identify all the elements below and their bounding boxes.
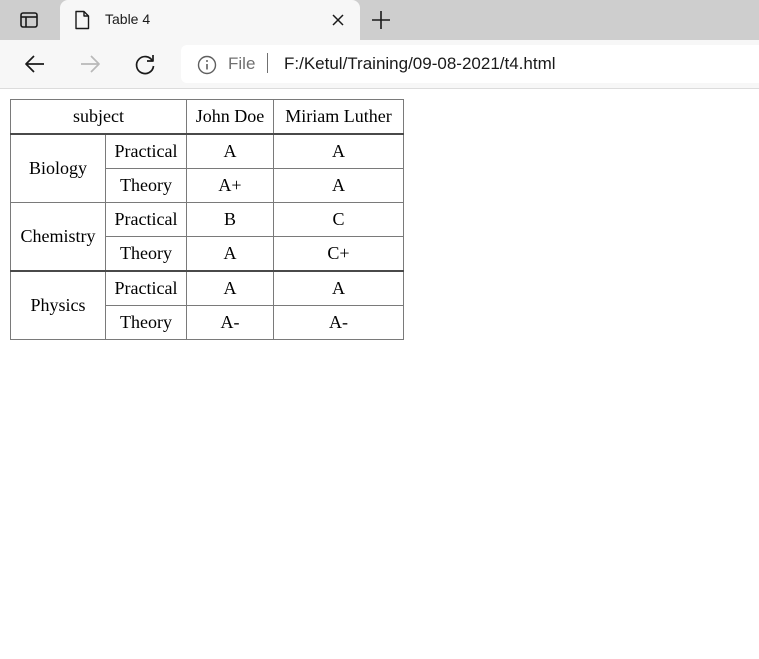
subject-biology: Biology — [11, 134, 106, 203]
page-icon — [74, 10, 90, 30]
student-header-john: John Doe — [187, 100, 274, 135]
grade-cell: A- — [187, 306, 274, 340]
grade-cell: B — [187, 203, 274, 237]
kind-cell: Practical — [106, 203, 187, 237]
page-content — [0, 89, 759, 659]
grade-cell: A — [187, 271, 274, 306]
url-text[interactable]: F:/Ketul/Training/09-08-2021/t4.html — [284, 54, 556, 73]
plus-icon[interactable] — [370, 9, 392, 31]
browser-toolbar — [0, 40, 759, 89]
tab-strip — [0, 0, 759, 40]
kind-cell: Theory — [106, 306, 187, 340]
grade-cell: A — [187, 134, 274, 169]
tab-actions-icon[interactable] — [19, 10, 39, 30]
grade-cell: A — [274, 134, 404, 169]
arrow-left-icon[interactable] — [23, 52, 47, 76]
tab-title: Table 4 — [105, 11, 151, 27]
subject-physics: Physics — [11, 271, 106, 340]
grades-table — [10, 99, 404, 340]
close-icon[interactable] — [330, 12, 346, 28]
subject-header: subject — [11, 100, 187, 135]
kind-cell: Theory — [106, 237, 187, 272]
header-row — [11, 100, 404, 135]
info-icon[interactable] — [197, 55, 217, 75]
grade-cell: A — [274, 271, 404, 306]
kind-cell: Practical — [106, 134, 187, 169]
subject-chemistry: Chemistry — [11, 203, 106, 272]
student-header-miriam: Miriam Luther — [274, 100, 404, 135]
reload-icon[interactable] — [133, 52, 157, 76]
grade-cell: A — [187, 237, 274, 272]
address-separator — [267, 53, 268, 73]
active-tab[interactable] — [60, 0, 360, 40]
table-row — [11, 134, 404, 169]
address-bar[interactable] — [181, 45, 759, 83]
grade-cell: A — [274, 169, 404, 203]
table-row — [11, 203, 404, 237]
grade-cell: C+ — [274, 237, 404, 272]
grade-cell: A- — [274, 306, 404, 340]
kind-cell: Theory — [106, 169, 187, 203]
grade-cell: A+ — [187, 169, 274, 203]
kind-cell: Practical — [106, 271, 187, 306]
scheme-label: File — [228, 54, 256, 73]
table-row — [11, 271, 404, 306]
arrow-right-icon[interactable] — [78, 52, 102, 76]
grade-cell: C — [274, 203, 404, 237]
